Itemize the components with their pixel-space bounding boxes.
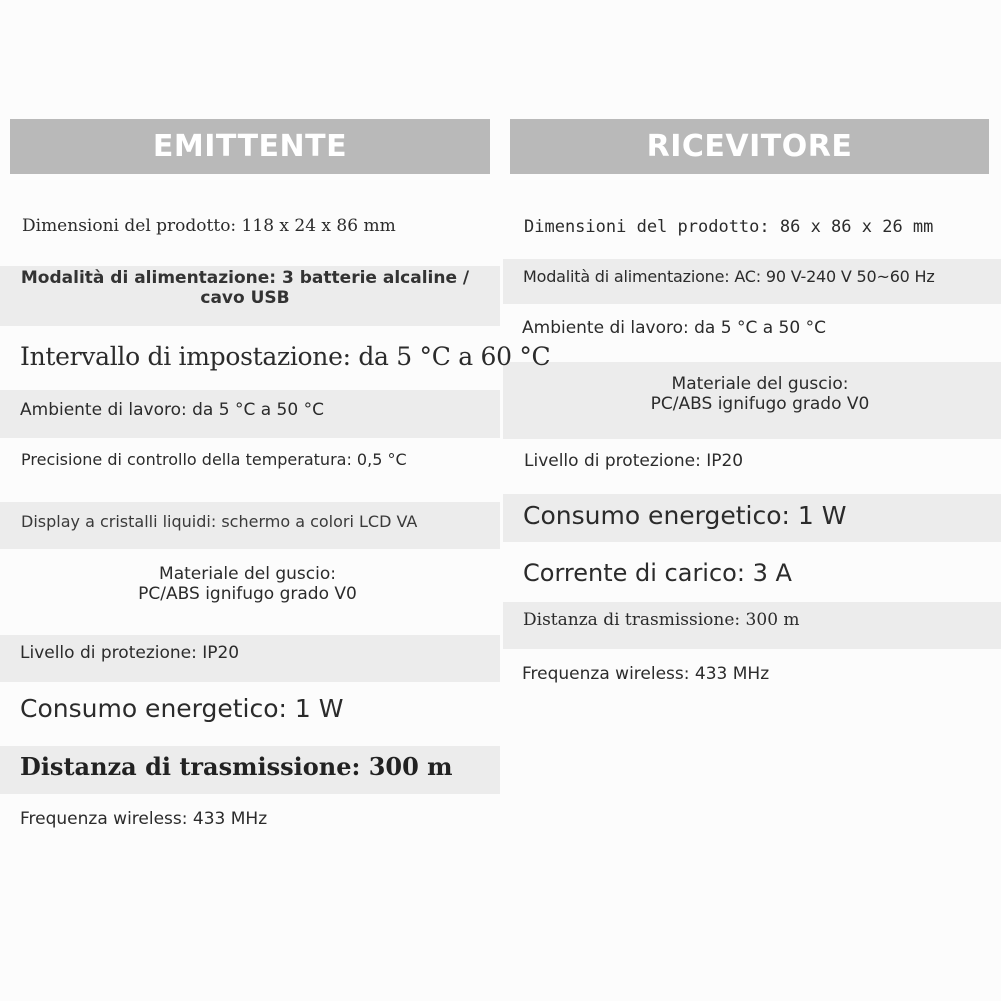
ricevitore-corrente: Corrente di carico: 3 A — [523, 559, 792, 587]
emittente-header — [10, 119, 490, 174]
ricevitore-title: RICEVITORE — [646, 129, 853, 164]
ricevitore-protezione: Livello di protezione: IP20 — [524, 451, 744, 471]
emittente-consumo: Consumo energetico: 1 W — [20, 694, 344, 723]
emittente-materiale-line2: PC/ABS ignifugo grado V0 — [138, 583, 357, 604]
emittente-materiale — [0, 565, 495, 604]
ricevitore-materiale — [510, 375, 1001, 414]
emittente-title: EMITTENTE — [152, 129, 348, 164]
emittente-intervallo: Intervallo di impostazione: da 5 °C a 60 °C — [20, 342, 551, 371]
emittente-materiale-line1: Materiale del guscio: — [159, 564, 336, 584]
ricevitore-dimensioni: Dimensioni del prodotto: 86 x 86 x 26 mm — [524, 217, 934, 237]
ricevitore-frequenza: Frequenza wireless: 433 MHz — [522, 664, 770, 684]
ricevitore-alimentazione: Modalità di alimentazione: AC: 90 V-240 V 50~60 Hz — [523, 267, 935, 286]
ricevitore-header — [510, 119, 989, 174]
emittente-alimentazione — [0, 269, 490, 308]
emittente-protezione: Livello di protezione: IP20 — [20, 643, 240, 663]
emittente-dimensioni: Dimensioni del prodotto: 118 x 24 x 86 mm — [22, 216, 396, 236]
ricevitore-distanza: Distanza di trasmissione: 300 m — [523, 610, 800, 630]
emittente-precisione: Precisione di controllo della temperatura: 0,5 °C — [21, 450, 407, 469]
emittente-ambiente: Ambiente di lavoro: da 5 °C a 50 °C — [20, 400, 324, 420]
emittente-alimentazione-line1: Modalità di alimentazione: 3 batterie alcaline / — [20, 268, 470, 288]
emittente-frequenza: Frequenza wireless: 433 MHz — [20, 809, 268, 829]
ricevitore-ambiente: Ambiente di lavoro: da 5 °C a 50 °C — [522, 318, 826, 338]
ricevitore-materiale-line1: Materiale del guscio: — [671, 374, 849, 394]
ricevitore-consumo: Consumo energetico: 1 W — [523, 501, 847, 530]
ricevitore-materiale-line2: PC/ABS ignifugo grado V0 — [650, 393, 870, 414]
emittente-display: Display a cristalli liquidi: schermo a colori LCD VA — [21, 512, 418, 531]
emittente-alimentazione-line2: cavo USB — [200, 287, 290, 308]
emittente-distanza: Distanza di trasmissione: 300 m — [20, 752, 453, 781]
